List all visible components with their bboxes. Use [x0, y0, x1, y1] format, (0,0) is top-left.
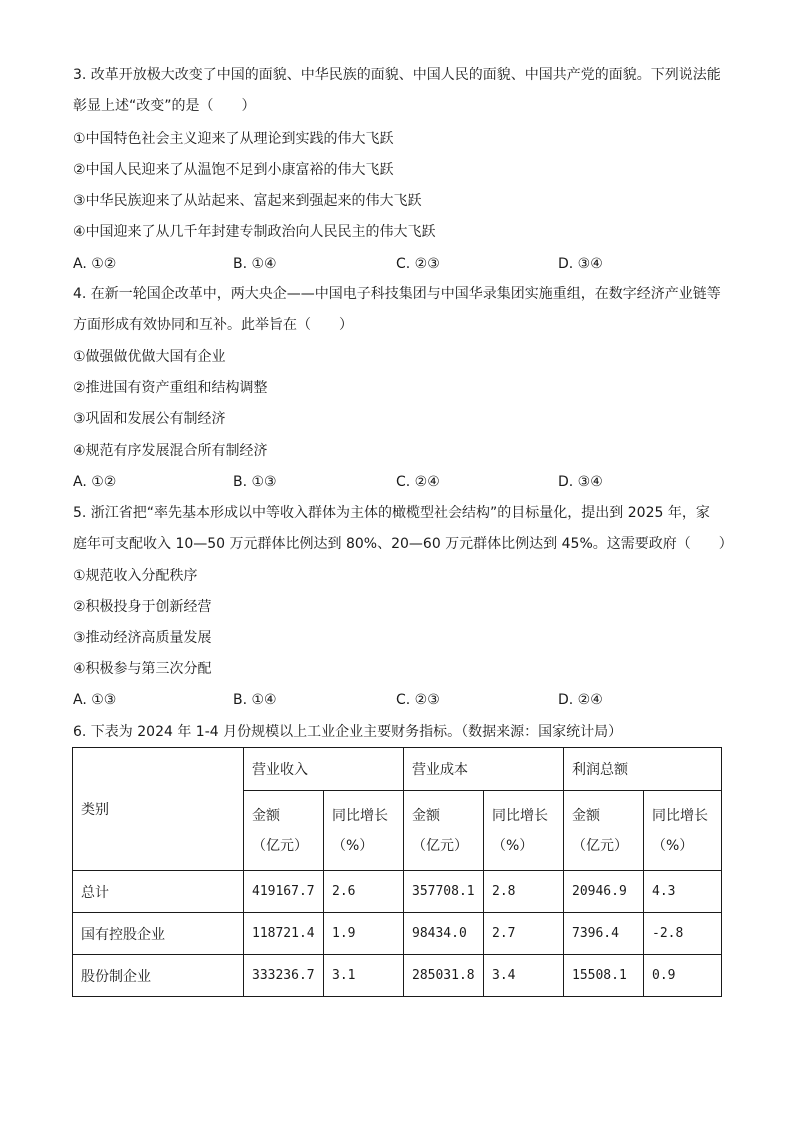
q5-item-1: ①规范收入分配秩序 [73, 568, 198, 584]
sub-header-growth: 同比增长 （%） [324, 791, 404, 871]
q3-stem-line2: 彰显上述“改变”的是（ ） [73, 98, 256, 114]
q4-options [73, 472, 733, 492]
table-cell: 98434.0 [404, 913, 484, 955]
table-cell: 3.1 [324, 955, 404, 997]
q5-item-2: ②积极投身于创新经营 [73, 599, 212, 615]
table-row [73, 955, 722, 997]
table-cell: 4.3 [644, 871, 722, 913]
table-cell: 2.8 [484, 871, 564, 913]
table-cell: 285031.8 [404, 955, 484, 997]
table-cell: 1.9 [324, 913, 404, 955]
sub-header-growth: 同比增长 （%） [644, 791, 722, 871]
q3-options [73, 254, 733, 274]
table-cell: -2.8 [644, 913, 722, 955]
financial-indicators-table [72, 747, 722, 997]
q5-option-d[interactable]: D. ②④ [558, 692, 603, 708]
q3-stem-line1: 3. 改革开放极大改变了中国的面貌、中华民族的面貌、中国人民的面貌、中国共产党的面貌。下列说法能 [73, 67, 721, 83]
q4-option-c[interactable]: C. ②④ [396, 474, 440, 490]
q4-stem-line1: 4. 在新一轮国企改革中，两大央企——中国电子科技集团与中国华录集团实施重组，在数字经济产业链等 [73, 286, 721, 302]
q4-item-2: ②推进国有资产重组和结构调整 [73, 380, 268, 396]
row-label: 股份制企业 [73, 955, 244, 997]
group-header-revenue: 营业收入 [244, 748, 404, 791]
table-cell: 333236.7 [244, 955, 324, 997]
q5-stem-line2: 庭年可支配收入 10—50 万元群体比例达到 80%、20—60 万元群体比例达到 45%。这需要政府（ ） [73, 536, 733, 552]
q5-options [73, 690, 733, 710]
table-cell: 118721.4 [244, 913, 324, 955]
q3-item-4: ④中国迎来了从几千年封建专制政治向人民民主的伟大飞跃 [73, 224, 436, 240]
row-label: 总计 [73, 871, 244, 913]
q4-item-3: ③巩固和发展公有制经济 [73, 411, 226, 427]
q3-option-d[interactable]: D. ③④ [558, 256, 603, 272]
table-cell: 2.6 [324, 871, 404, 913]
table-cell: 2.7 [484, 913, 564, 955]
q5-stem-line1: 5. 浙江省把“率先基本形成以中等收入群体为主体的橄榄型社会结构”的目标量化，提出到 2025 年，家 [73, 505, 710, 521]
table-cell: 3.4 [484, 955, 564, 997]
table-cell: 419167.7 [244, 871, 324, 913]
table-row [73, 871, 722, 913]
q4-option-a[interactable]: A. ①② [73, 474, 117, 490]
q3-item-2: ②中国人民迎来了从温饱不足到小康富裕的伟大飞跃 [73, 162, 394, 178]
sub-header-amount: 金额 （亿元） [564, 791, 644, 871]
group-header-profit: 利润总额 [564, 748, 722, 791]
q5-item-4: ④积极参与第三次分配 [73, 661, 212, 677]
sub-header-amount: 金额 （亿元） [404, 791, 484, 871]
table-cell: 0.9 [644, 955, 722, 997]
sub-header-growth: 同比增长 （%） [484, 791, 564, 871]
q4-option-d[interactable]: D. ③④ [558, 474, 603, 490]
table-group-header-row [73, 748, 722, 791]
group-header-cost: 营业成本 [404, 748, 564, 791]
q5-item-3: ③推动经济高质量发展 [73, 630, 212, 646]
table-cell: 20946.9 [564, 871, 644, 913]
q4-item-4: ④规范有序发展混合所有制经济 [73, 443, 268, 459]
q3-option-c[interactable]: C. ②③ [396, 256, 440, 272]
q3-item-1: ①中国特色社会主义迎来了从理论到实践的伟大飞跃 [73, 131, 394, 147]
table-cell: 7396.4 [564, 913, 644, 955]
q5-option-c[interactable]: C. ②③ [396, 692, 440, 708]
q4-item-1: ①做强做优做大国有企业 [73, 349, 226, 365]
q3-option-a[interactable]: A. ①② [73, 256, 117, 272]
q5-option-a[interactable]: A. ①③ [73, 692, 117, 708]
q3-item-3: ③中华民族迎来了从站起来、富起来到强起来的伟大飞跃 [73, 193, 422, 209]
q6-stem: 6. 下表为 2024 年 1-4 月份规模以上工业企业主要财务指标。（数据来源：国家统计局） [73, 724, 623, 740]
q5-option-b[interactable]: B. ①④ [233, 692, 277, 708]
category-header: 类别 [73, 748, 244, 871]
sub-header-amount: 金额 （亿元） [244, 791, 324, 871]
table-cell: 357708.1 [404, 871, 484, 913]
table-row [73, 913, 722, 955]
q4-stem-line2: 方面形成有效协同和互补。此举旨在（ ） [73, 317, 353, 333]
table-cell: 15508.1 [564, 955, 644, 997]
q4-option-b[interactable]: B. ①③ [233, 474, 277, 490]
row-label: 国有控股企业 [73, 913, 244, 955]
q3-option-b[interactable]: B. ①④ [233, 256, 277, 272]
